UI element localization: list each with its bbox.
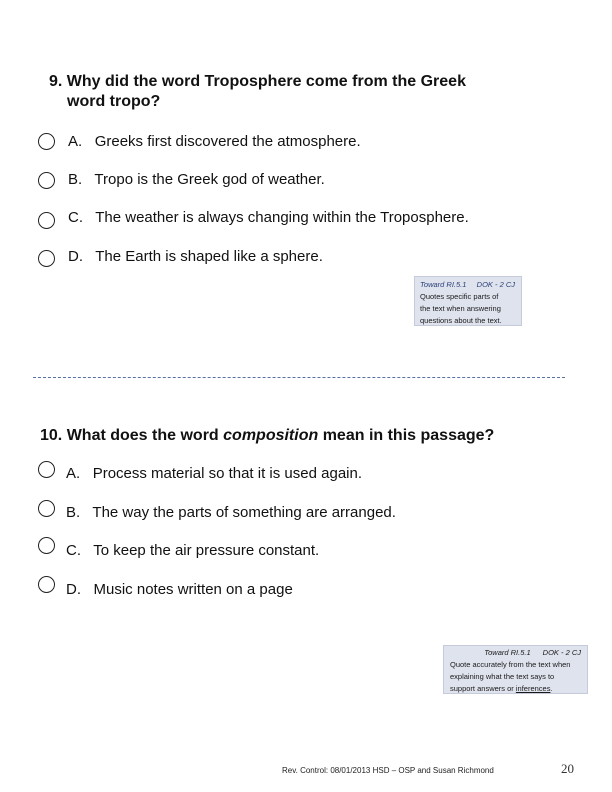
q9-option-d[interactable] (68, 248, 323, 266)
question-10-prefix: 10. What does the word (40, 427, 224, 444)
q9-option-b-radio[interactable] (38, 172, 55, 189)
question-9-title (49, 72, 519, 112)
q9-option-c[interactable] (68, 209, 469, 227)
option-letter: B. (68, 171, 83, 188)
q9-option-c-radio[interactable] (38, 212, 55, 229)
option-text: Music notes written on a page (93, 581, 293, 598)
q10-option-d-radio[interactable] (38, 576, 55, 593)
standard-line: the text when answering (420, 304, 501, 313)
standard-line-last (450, 683, 581, 695)
question-9-title-line1: 9. Why did the word Troposphere come from the Greek (49, 73, 466, 90)
option-text: The weather is always changing within the Troposphere. (95, 209, 469, 226)
section-divider (33, 377, 565, 378)
dok-level: DOK - 2 CJ (476, 280, 515, 289)
q10-option-b-radio[interactable] (38, 500, 55, 517)
option-letter: A. (66, 465, 81, 482)
revision-footer: Rev. Control: 08/01/2013 HSD – OSP and Susan Richmond (282, 766, 494, 775)
q10-option-c[interactable] (66, 542, 319, 560)
q9-option-b[interactable] (68, 171, 325, 189)
option-text: To keep the air pressure constant. (93, 542, 320, 559)
standard-line: Quote accurately from the text when (450, 660, 571, 669)
option-text: Tropo is the Greek god of weather. (94, 171, 325, 188)
standard-header (420, 279, 515, 291)
q10-option-c-radio[interactable] (38, 537, 55, 554)
option-letter: C. (68, 209, 83, 226)
standard-line-suffix: . (550, 684, 553, 693)
inferences-link[interactable]: inferences (515, 684, 551, 693)
question-9-title-line2: word tropo? (67, 93, 161, 110)
option-text: Greeks first discovered the atmosphere. (94, 133, 361, 150)
standard-code: Toward RI.5.1 (420, 280, 467, 289)
q9-option-a-radio[interactable] (38, 133, 55, 150)
standard-header (450, 647, 581, 659)
option-text: Process material so that it is used again. (92, 465, 362, 482)
q10-option-b[interactable] (66, 504, 396, 522)
standard-code: Toward RI.5.1 (484, 648, 531, 657)
option-text: The Earth is shaped like a sphere. (95, 248, 323, 265)
q9-option-a[interactable] (68, 133, 361, 151)
dok-level: DOK - 2 CJ (542, 648, 581, 657)
q10-option-d[interactable] (66, 581, 293, 599)
standard-description (420, 291, 515, 327)
q9-standard-box (414, 276, 522, 326)
standard-line: questions about the text. (420, 316, 502, 325)
option-letter: A. (68, 133, 83, 150)
question-10-title (40, 426, 580, 446)
standard-line-prefix: support answers or (450, 684, 516, 693)
q10-standard-box (443, 645, 588, 694)
standard-line: explaining what the text says to (450, 672, 555, 681)
question-10-term: composition (223, 427, 319, 444)
q9-option-d-radio[interactable] (38, 250, 55, 267)
option-letter: D. (68, 248, 83, 265)
standard-line: Quotes specific parts of (420, 292, 499, 301)
q10-option-a[interactable] (66, 465, 362, 483)
option-letter: C. (66, 542, 81, 559)
standard-description (450, 659, 581, 695)
option-letter: D. (66, 581, 81, 598)
question-10-suffix: mean in this passage? (318, 427, 495, 444)
option-text: The way the parts of something are arranged. (92, 504, 396, 521)
page-number: 20 (561, 761, 574, 776)
option-letter: B. (66, 504, 81, 521)
q10-option-a-radio[interactable] (38, 461, 55, 478)
